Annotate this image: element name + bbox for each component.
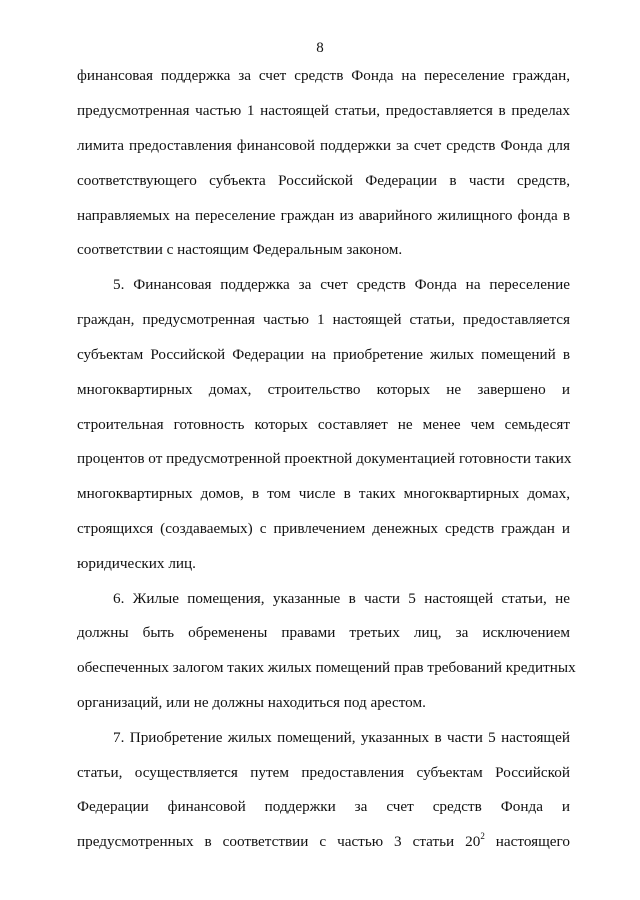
superscript: 2 xyxy=(480,830,485,841)
paragraph-6-first-line: 6. Жилые помещения, указанные в части 5 настоящей статьи, не xyxy=(113,590,570,607)
text-line: обеспеченных залогом таких жилых помещений прав требований кредитных xyxy=(77,659,576,676)
text-line: финансовая поддержка за счет средств Фонда на переселение граждан, xyxy=(77,67,570,84)
page-number: 8 xyxy=(316,40,324,56)
text-line: многоквартирных домов, в том числе в таких многоквартирных домах, xyxy=(77,485,570,502)
text-line: соответствии с настоящим Федеральным законом. xyxy=(77,241,403,258)
text-line: строительная готовность которых составляет не менее чем семьдесят xyxy=(77,416,570,433)
text-line: организаций, или не должны находиться под арестом. xyxy=(77,694,426,711)
text-line: должны быть обременены правами третьих лиц, за исключением xyxy=(77,624,570,641)
text-line: строящихся (создаваемых) с привлечением денежных средств граждан и xyxy=(77,520,570,537)
text-line: предусмотренная частью 1 настоящей статьи, предоставляется в пределах xyxy=(77,102,570,119)
text-line: граждан, предусмотренная частью 1 настоящей статьи, предоставляется xyxy=(77,311,570,328)
paragraph-7-first-line: 7. Приобретение жилых помещений, указанных в части 5 настоящей xyxy=(113,729,570,746)
text-fragment: настоящего xyxy=(495,833,570,850)
text-line: юридических лиц. xyxy=(77,555,196,572)
text-line: лимита предоставления финансовой поддержки за счет средств Фонда для xyxy=(77,137,570,154)
text-line: субъектам Российской Федерации на приобретение жилых помещений в xyxy=(77,346,570,363)
text-line: многоквартирных домах, строительство которых не завершено и xyxy=(77,381,570,398)
text-fragment: предусмотренных в соответствии с частью 3 статьи 20 xyxy=(77,833,481,850)
text-line: направляемых на переселение граждан из аварийного жилищного фонда в xyxy=(77,207,570,224)
text-line-with-superscript xyxy=(77,832,570,852)
text-line: Федерации финансовой поддержки за счет средств Фонда и xyxy=(77,798,570,815)
text-line: процентов от предусмотренной проектной документацией готовности таких xyxy=(77,450,572,467)
paragraph-5-first-line: 5. Финансовая поддержка за счет средств Фонда на переселение xyxy=(113,276,570,293)
text-line: соответствующего субъекта Российской Федерации в части средств, xyxy=(77,172,570,189)
text-line: статьи, осуществляется путем предоставления субъектам Российской xyxy=(77,764,570,781)
